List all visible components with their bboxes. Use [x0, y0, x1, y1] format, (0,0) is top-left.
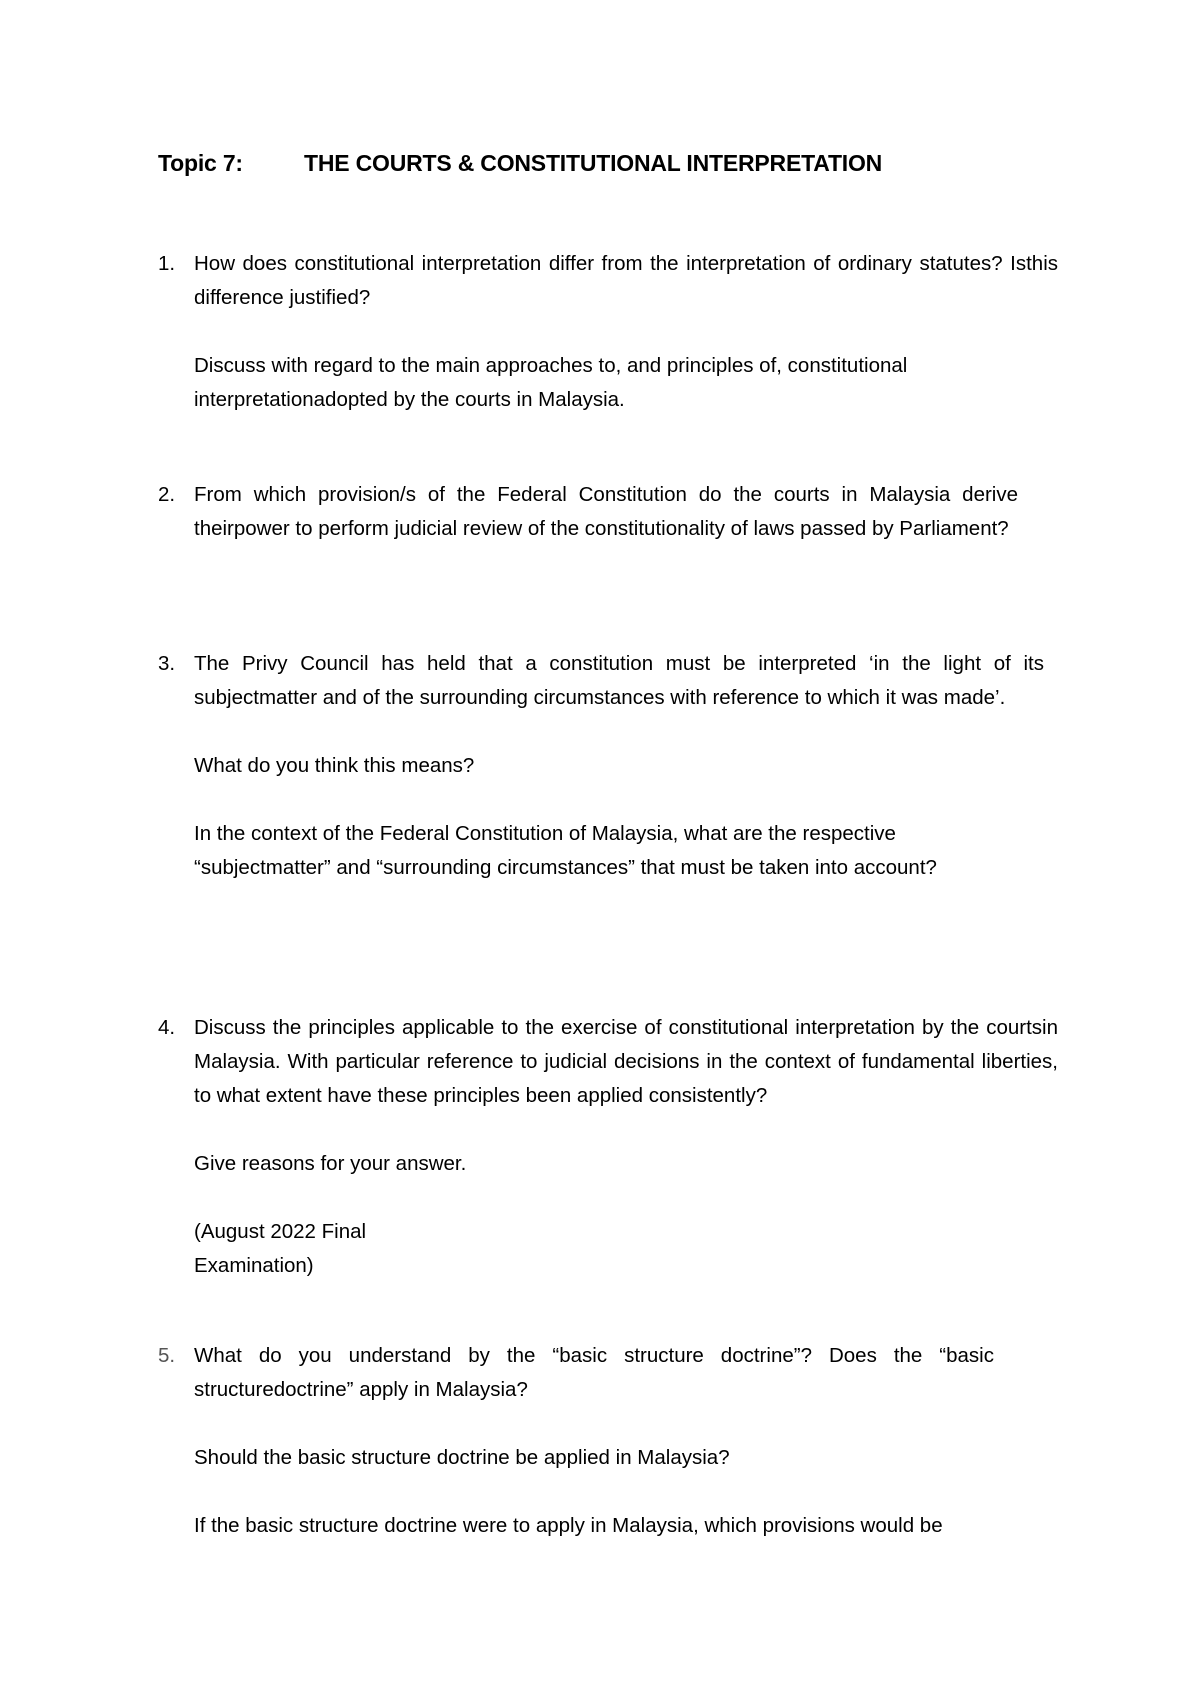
question-text: If the basic structure doctrine were to apply in Malaysia, which provisions would be [194, 1514, 943, 1537]
exam-source-note: (August 2022 Final Examination) [194, 1220, 367, 1277]
question-text: What do you think this means? [194, 754, 475, 777]
question-text: Discuss the principles applicable to the exercise of constitutional interpretation by the courtsin Malaysia. With particular reference to judicial decisions in the context of fundamental liberties, to what extent have these principles been applied consistently? [194, 1016, 1058, 1107]
topic-label: Topic 7: [158, 150, 243, 176]
topic-title: THE COURTS & CONSTITUTIONAL INTERPRETATION [304, 150, 883, 176]
question-text: From which provision/s of the Federal Constitution do the courts in Malaysia derive theirpower to perform judicial review of the constitutionality of laws passed by Parliament? [194, 483, 1018, 540]
question-text: In the context of the Federal Constitution of Malaysia, what are the respective “subjectmatter” and “surrounding circumstances” that must be taken into account? [194, 822, 937, 879]
question-text: How does constitutional interpretation differ from the interpretation of ordinary statutes? Isthis difference justified? [194, 252, 1058, 309]
question-5 [158, 1339, 1058, 1543]
question-1 [158, 247, 1058, 417]
question-3 [158, 647, 1058, 885]
question-4 [158, 1011, 1058, 1283]
question-number: 3. [158, 652, 176, 675]
question-text: What do you understand by the “basic structure doctrine”? Does the “basic structuredoctrine” apply in Malaysia? [194, 1344, 994, 1401]
question-text: Discuss with regard to the main approaches to, and principles of, constitutional interpretationadopted by the courts in Malaysia. [194, 354, 908, 411]
page-title [158, 150, 882, 177]
question-number: 1. [158, 252, 176, 275]
question-text: The Privy Council has held that a constitution must be interpreted ‘in the light of its subjectmatter and of the surrounding circumstances with reference to which it was made’. [194, 652, 1044, 709]
question-text: Should the basic structure doctrine be applied in Malaysia? [194, 1446, 730, 1469]
question-number: 2. [158, 483, 176, 506]
question-number: 5. [158, 1344, 176, 1367]
question-number: 4. [158, 1016, 176, 1039]
question-text: Give reasons for your answer. [194, 1152, 467, 1175]
question-2 [158, 478, 1058, 546]
